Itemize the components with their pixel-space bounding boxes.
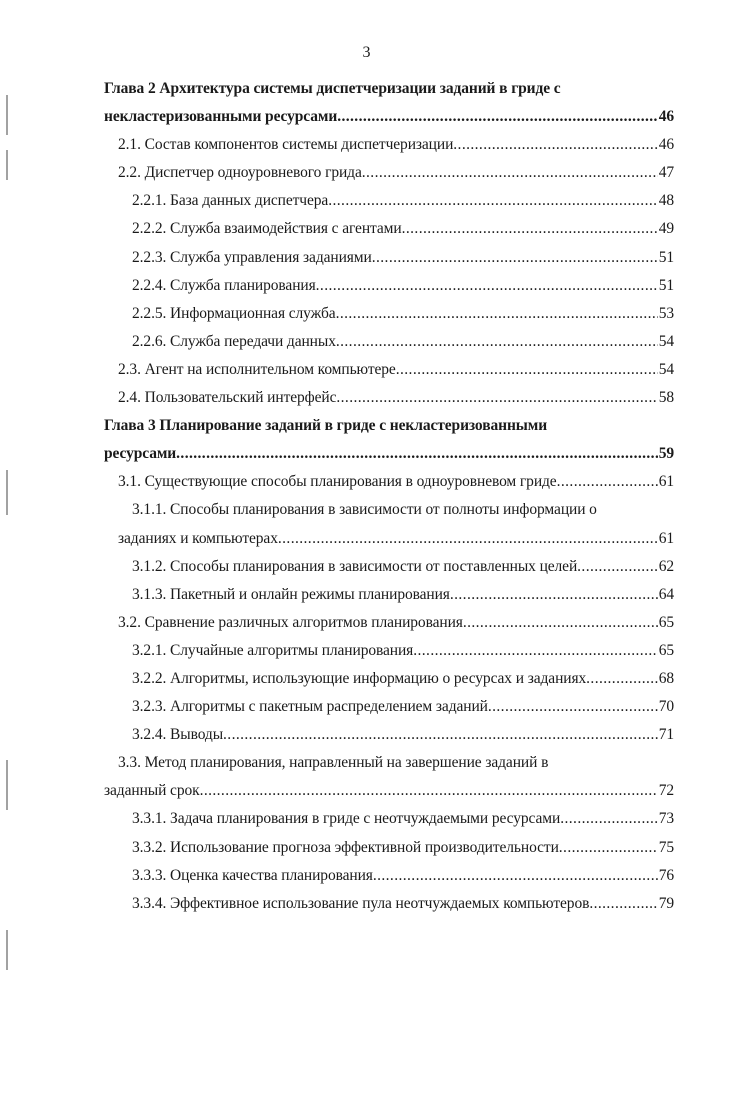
toc-entry: [104, 586, 674, 614]
toc-leader-dots: [560, 810, 657, 828]
toc-leader-dots: [577, 558, 658, 576]
toc-entry-page: 73: [658, 810, 674, 828]
toc-leader-dots: [488, 698, 658, 716]
toc-entry-title: 3.1.1. Способы планирования в зависимости от полноты информации о: [132, 501, 597, 519]
page-number: 3: [362, 44, 371, 61]
scan-margin-mark: [6, 470, 8, 515]
toc-entry-title: 3.3. Метод планирования, направленный на завершение заданий в: [118, 754, 549, 772]
toc-entry-title: 2.1. Состав компонентов системы диспетчеризации: [118, 136, 454, 154]
toc-entry-title: 3.3.1. Задача планирования в гриде с неотчуждаемыми ресурсами: [132, 810, 561, 828]
toc-entry-title: 3.3.2. Использование прогноза эффективной производительности: [132, 838, 559, 856]
toc-leader-dots: [396, 361, 658, 379]
toc-entry: [104, 333, 674, 361]
toc-leader-dots: [586, 670, 658, 688]
toc-entry-page: 61: [658, 529, 674, 547]
toc-entry-page: 53: [658, 304, 674, 322]
toc-entry: [104, 277, 674, 305]
toc-entry-title: 3.1.2. Способы планирования в зависимости от поставленных целей: [132, 557, 578, 575]
toc-entry: [104, 558, 674, 586]
scan-margin-mark: [6, 760, 8, 810]
toc-entry-title: ресурсами: [104, 445, 177, 463]
toc-entry-title: 2.4. Пользовательский интерфейс: [118, 389, 337, 407]
toc-leader-dots: [362, 164, 658, 182]
toc-entry-title: 2.2.2. Служба взаимодействия с агентами: [132, 220, 402, 238]
toc-entry-title: некластеризованными ресурсами: [104, 108, 338, 126]
toc-entry-title: 2.2.4. Служба планирования: [132, 276, 316, 294]
toc-entry-title: 3.3.4. Эффективное использование пула неотчуждаемых компьютеров: [132, 894, 590, 912]
toc-entry-page: 75: [658, 838, 674, 856]
toc-entry-page: 54: [658, 332, 674, 350]
toc-entry: [104, 164, 674, 192]
toc-entry-title: 2.2.3. Служба управления заданиями: [132, 248, 372, 266]
toc-leader-dots: [372, 249, 658, 267]
toc-entry-title: 3.3.3. Оценка качества планирования: [132, 866, 373, 884]
toc-entry-page: 58: [658, 389, 674, 407]
toc-leader-dots: [328, 192, 657, 210]
toc-entry-page: 48: [658, 192, 674, 210]
toc-entry: [104, 473, 674, 501]
toc-leader-dots: [336, 333, 658, 351]
toc-entry-title: 3.2.1. Случайные алгоритмы планирования: [132, 641, 414, 659]
toc-entry-page: 68: [658, 669, 674, 687]
toc-entry-title: 3.1.3. Пакетный и онлайн режимы планирования: [132, 585, 450, 603]
toc-entry-page: 65: [658, 641, 674, 659]
toc-entry: [104, 670, 674, 698]
toc-entry-title: Глава 2 Архитектура системы диспетчеризации заданий в гриде с: [104, 80, 561, 97]
toc-entry: [104, 867, 674, 895]
toc-entry-title: 3.2.2. Алгоритмы, использующие информацию о ресурсах и заданиях: [132, 669, 587, 687]
toc-entry-title: 2.3. Агент на исполнительном компьютере: [118, 360, 396, 378]
toc-leader-dots: [278, 530, 658, 548]
toc-entry-title: заданный срок: [104, 782, 200, 800]
scan-margin-mark: [6, 95, 8, 135]
toc-entry-page: 72: [658, 782, 674, 800]
toc-entry-page: 51: [658, 248, 674, 266]
toc-entry-page: 76: [658, 866, 674, 884]
toc-leader-dots: [336, 305, 658, 323]
toc-entry: [104, 249, 674, 277]
toc-leader-dots: [559, 839, 658, 857]
toc-entry-title: 3.2.3. Алгоритмы с пакетным распределением заданий: [132, 698, 488, 716]
toc-entry-title: 3.2. Сравнение различных алгоритмов планирования: [118, 613, 463, 631]
toc-entry-title: 2.2. Диспетчер одноуровневого грида: [118, 164, 362, 182]
toc-entry: [104, 305, 674, 333]
toc-entry-page: 51: [658, 276, 674, 294]
toc-entry: [104, 895, 674, 923]
toc-entry: [104, 389, 674, 417]
toc-leader-dots: [589, 895, 657, 913]
toc-entry: [104, 530, 674, 558]
toc-leader-dots: [413, 642, 657, 660]
toc-entry: [104, 726, 674, 754]
toc-entry-page: 70: [658, 698, 674, 716]
toc-leader-dots: [200, 782, 658, 800]
toc-entry: [104, 80, 674, 108]
toc-entry-title: 2.2.6. Служба передачи данных: [132, 332, 336, 350]
toc-leader-dots: [223, 726, 658, 744]
toc-entry-title: 2.2.1. База данных диспетчера: [132, 192, 329, 210]
toc-leader-dots: [453, 136, 657, 154]
toc-entry-page: 62: [658, 557, 674, 575]
toc-entry: [104, 754, 674, 782]
toc-entry: [104, 810, 674, 838]
toc-entry: [104, 361, 674, 389]
toc-entry-page: 46: [658, 108, 674, 126]
toc-entry-page: 64: [658, 585, 674, 603]
toc-entry-page: 61: [658, 473, 674, 491]
scan-margin-mark: [6, 150, 8, 180]
toc-entry: [104, 192, 674, 220]
toc-entry-page: 79: [658, 894, 674, 912]
toc-leader-dots: [402, 220, 658, 238]
toc-leader-dots: [557, 473, 658, 491]
toc-entry: [104, 614, 674, 642]
toc-entry-title: 3.2.4. Выводы: [132, 726, 224, 744]
toc-leader-dots: [316, 277, 658, 295]
toc-entry-page: 65: [658, 613, 674, 631]
toc-leader-dots: [176, 445, 658, 463]
toc-leader-dots: [450, 586, 658, 604]
toc-entry-title: заданиях и компьютерах: [118, 529, 278, 547]
toc-entry: [104, 698, 674, 726]
toc-leader-dots: [373, 867, 658, 885]
toc-entry: [104, 136, 674, 164]
toc-entry: [104, 782, 674, 810]
toc-entry: [104, 220, 674, 248]
toc-entry: [104, 501, 674, 529]
toc-leader-dots: [463, 614, 658, 632]
toc-entry-title: 3.1. Существующие способы планирования в одноуровневом гриде: [118, 473, 557, 491]
toc-entry-page: 47: [658, 164, 674, 182]
toc-entry: [104, 642, 674, 670]
toc-leader-dots: [337, 108, 657, 126]
toc-entry-title: 2.2.5. Информационная служба: [132, 304, 336, 322]
toc-entry: [104, 417, 674, 445]
toc-entry: [104, 108, 674, 136]
toc-entry-title: Глава 3 Планирование заданий в гриде с некластеризованными: [104, 417, 548, 435]
toc-entry: [104, 839, 674, 867]
toc-entry-page: 59: [658, 445, 674, 463]
toc-entry-page: 54: [658, 360, 674, 378]
toc-entry-page: 46: [658, 136, 674, 154]
scan-margin-mark: [6, 930, 8, 970]
toc-entry: [104, 445, 674, 473]
toc-entry-page: 71: [658, 726, 674, 744]
table-of-contents: [104, 80, 674, 923]
toc-entry-page: 49: [658, 220, 674, 238]
toc-leader-dots: [336, 389, 657, 407]
